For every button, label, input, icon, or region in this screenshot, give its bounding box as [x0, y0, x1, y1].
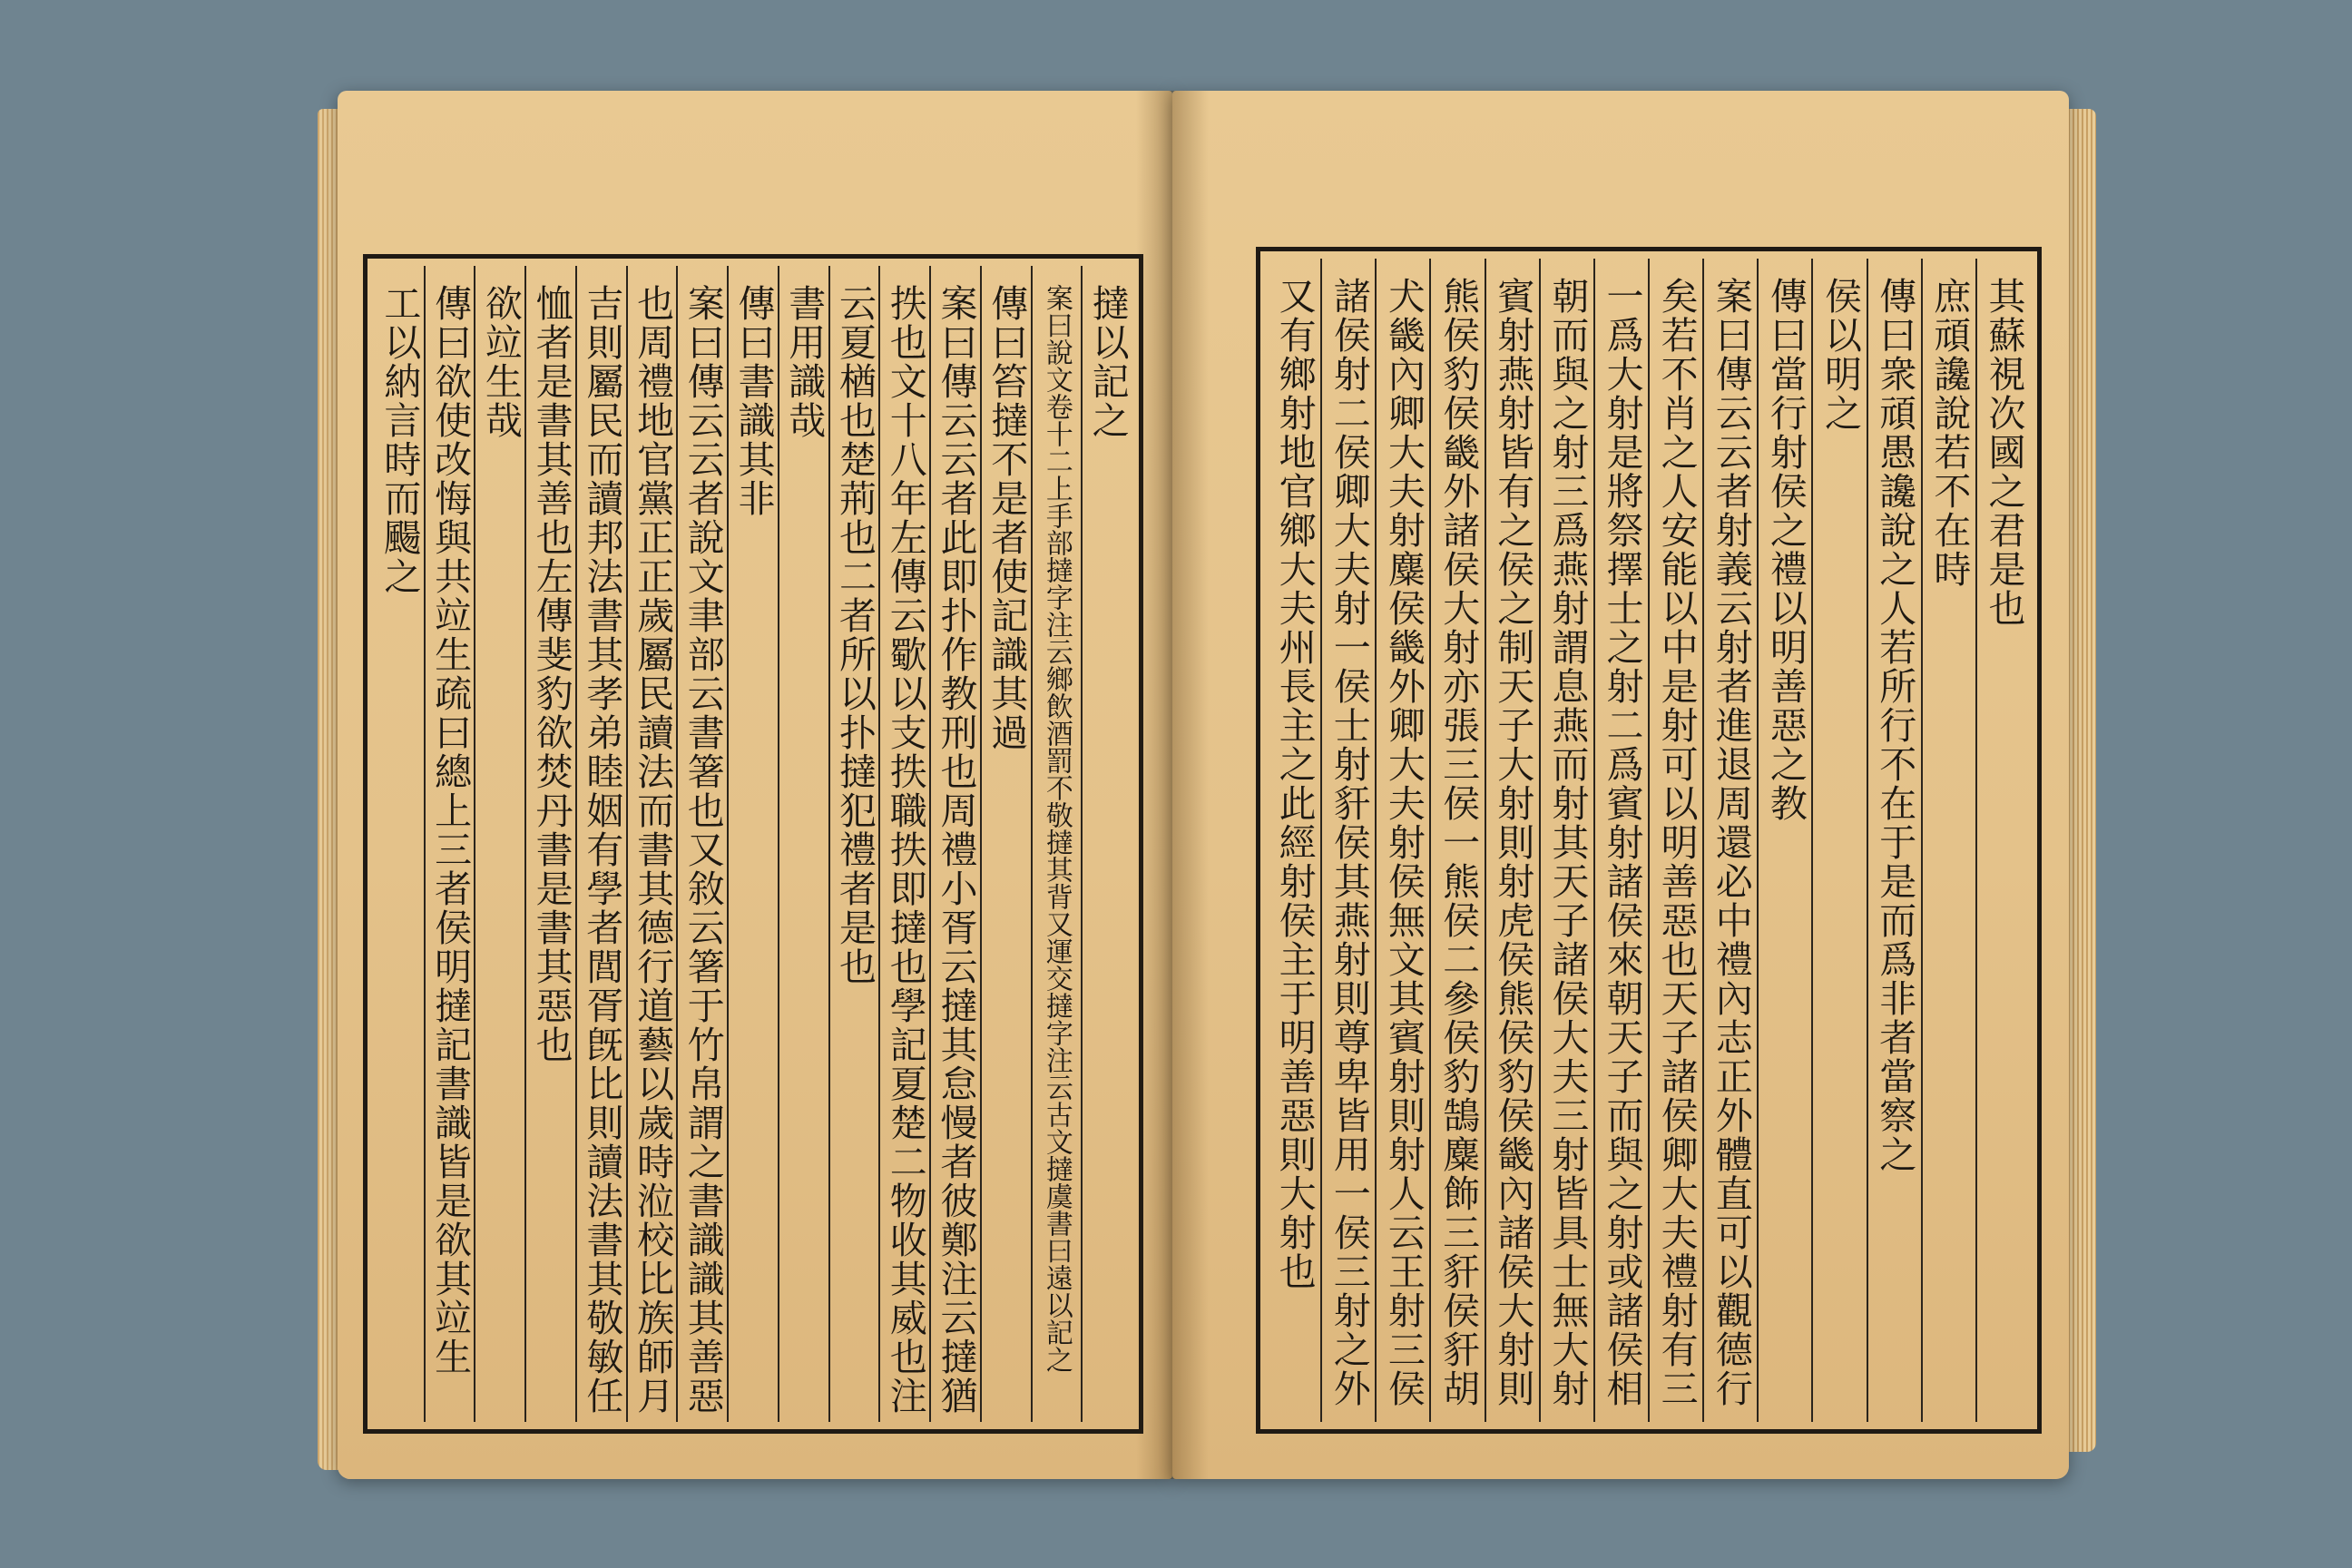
text-column [1083, 266, 1132, 1422]
right-page-edges [2065, 109, 2096, 1452]
text-column [678, 266, 729, 1422]
column-text: 諸侯射二侯卿大夫射一侯士射豻侯其燕射則尊卑皆用一侯三射之外 [1327, 277, 1371, 1408]
column-text: 工以納言時而颺之 [377, 284, 422, 596]
column-text: 撻以記之 [1085, 284, 1130, 440]
text-column [577, 266, 628, 1422]
column-text: 熊侯豹侯畿外諸侯大射亦張三侯一熊侯二參侯豹鵠麋飾三豻侯豻胡 [1436, 277, 1481, 1408]
text-column [375, 266, 426, 1422]
text-column [1486, 259, 1541, 1422]
right-text-frame [1256, 247, 2042, 1434]
column-text: 傳曰笞撻不是者使記識其過 [985, 284, 1029, 752]
text-column [426, 266, 476, 1422]
right-page [1172, 91, 2069, 1479]
column-text: 朝而與之射三爲燕射謂息燕而射其天子諸侯大夫三射皆具士無大射 [1545, 277, 1590, 1408]
left-columns [375, 266, 1132, 1422]
text-column [1813, 259, 1867, 1422]
left-text-frame [363, 254, 1143, 1434]
text-column [1923, 259, 1977, 1422]
column-text: 欲竝生哉 [478, 284, 523, 440]
open-book [338, 91, 2069, 1488]
column-text: 也周禮地官黨正正歲屬民讀法而書其德行道藝以歲時涖校比族師月 [631, 284, 675, 1416]
column-text: 一爲大射是將祭擇士之射二爲賓射諸侯來朝天子而與之射或諸侯相 [1600, 277, 1644, 1408]
text-column [1868, 259, 1923, 1422]
column-text: 矣若不肖之人安能以中是射可以明善惡也天子諸侯卿大夫禮射有三 [1654, 277, 1699, 1408]
text-column [1431, 259, 1485, 1422]
column-text: 云夏楢也楚荊也二者所以扑撻犯禮者是也 [833, 284, 877, 986]
text-column [982, 266, 1033, 1422]
text-column [830, 266, 881, 1422]
text-column [1377, 259, 1431, 1422]
column-text: 吉則屬民而讀邦法書其孝弟睦姻有學者閭胥旣比則讀法書其敬敏任 [580, 284, 624, 1416]
column-text: 案曰說文卷十二上手部撻字注云鄉飲酒罰不敬撻其背又運交撻字注云古文撻虞書曰遠以記之 [1040, 284, 1073, 1373]
column-text: 又有鄉射地官鄉大夫州長主之此經射侯主于明善惡則大射也 [1272, 277, 1317, 1291]
text-column [1704, 259, 1759, 1422]
column-text: 書用識哉 [782, 284, 827, 440]
right-columns [1268, 259, 2030, 1422]
text-column [1268, 259, 1322, 1422]
column-text: 案曰傳云云者射義云射者進退周還必中禮內志正外體直可以觀德行 [1709, 277, 1753, 1408]
column-text: 傳曰衆頑愚讒說之人若所行不在于是而爲非者當察之 [1873, 277, 1917, 1174]
text-column [526, 266, 577, 1422]
text-column [1322, 259, 1377, 1422]
column-text: 案曰傳云云者說文聿部云書箸也又敘云箸于竹帛謂之書識識其善惡 [681, 284, 725, 1416]
text-column [1977, 259, 2030, 1422]
column-text: 其蘇視次國之君是也 [1982, 277, 2026, 628]
text-column [729, 266, 779, 1422]
text-column [880, 266, 931, 1422]
column-text: 傳曰書識其非 [731, 284, 776, 518]
column-text: 案曰傳云云者此即扑作教刑也周禮小胥云撻其怠慢者彼鄭注云撻猶 [934, 284, 978, 1416]
text-column [1033, 266, 1083, 1422]
text-column [779, 266, 830, 1422]
text-column [475, 266, 526, 1422]
column-text: 賓射燕射皆有之侯之制天子大射則射虎侯熊侯豹侯畿內諸侯大射則 [1491, 277, 1535, 1408]
left-page [338, 91, 1172, 1479]
column-text: 抶也文十八年左傳云歜以支抶職抶即撻也學記夏楚二物收其威也注 [883, 284, 927, 1416]
column-text: 犬畿內卿大夫射麋侯畿外卿大夫射侯無文其賓射則射人云王射三侯 [1381, 277, 1426, 1408]
column-text: 傳曰欲使改悔與共竝生疏曰總上三者侯明撻記書識皆是欲其竝生 [428, 284, 473, 1377]
column-text: 侯以明之 [1818, 277, 1863, 433]
text-column [1541, 259, 1595, 1422]
column-text: 庶頑讒說若不在時 [1927, 277, 1972, 589]
text-column [628, 266, 679, 1422]
column-text: 恤者是書其善也左傳斐豹欲焚丹書是書其惡也 [529, 284, 573, 1064]
text-column [1650, 259, 1704, 1422]
column-text: 傳曰當行射侯之禮以明善惡之教 [1763, 277, 1808, 823]
text-column [1759, 259, 1813, 1422]
text-column [931, 266, 982, 1422]
text-column [1595, 259, 1650, 1422]
